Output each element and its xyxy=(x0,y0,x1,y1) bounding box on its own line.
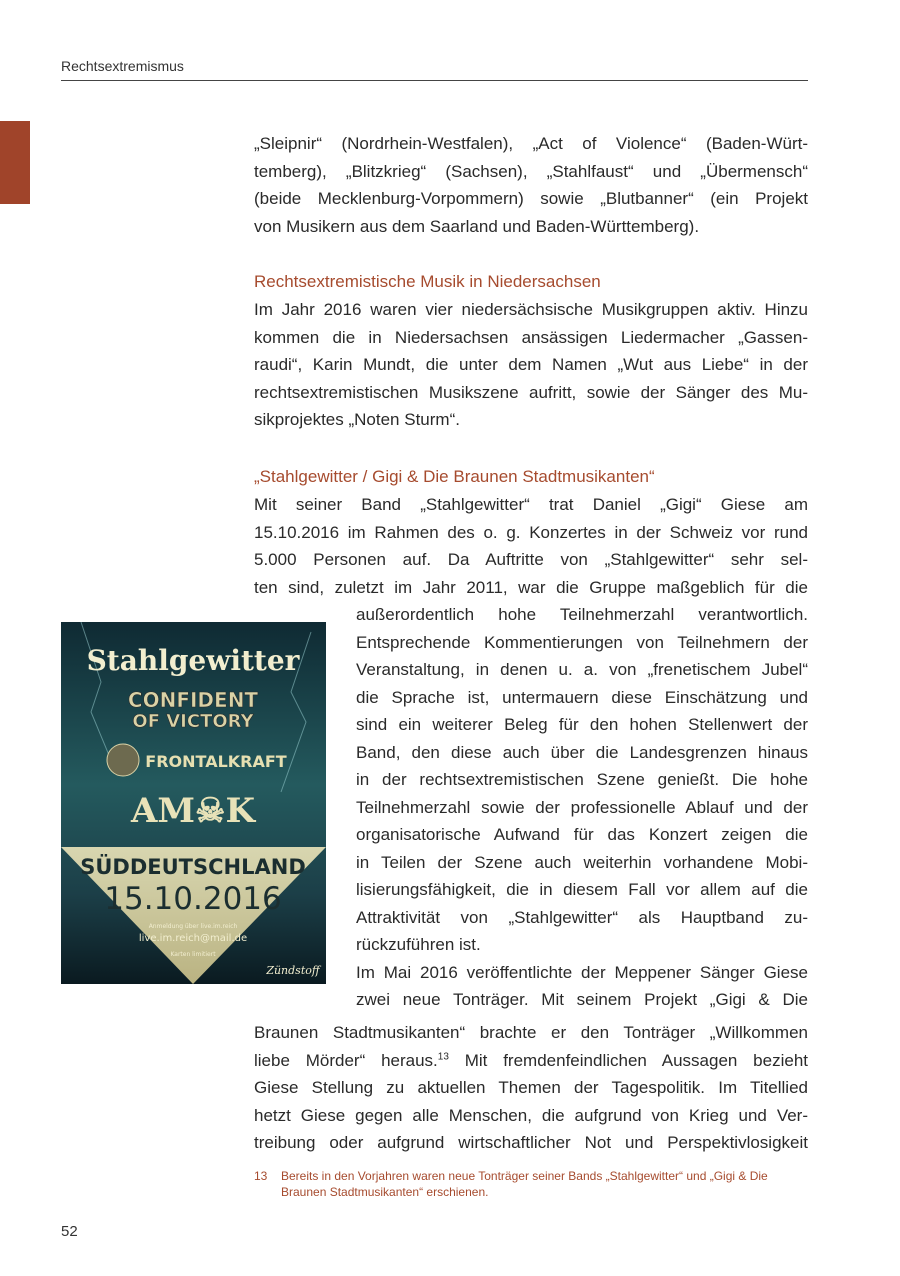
text-line: sind ein weiterer Beleg für den hohen Stellenwert der xyxy=(356,715,808,734)
text-line: raudi“, Karin Mundt, die unter dem Namen „Wut aus Liebe“ in der xyxy=(254,355,808,374)
running-header: Rechtsextremismus xyxy=(61,58,184,74)
section-heading-niedersachsen: Rechtsextremistische Musik in Niedersachsen xyxy=(254,272,601,291)
poster-band-3: FRONTALKRAFT xyxy=(145,752,287,771)
text-line: außerordentlich hohe Teilnehmerzahl verantwortlich. xyxy=(356,605,808,624)
text-line: hetzt Giese gegen alle Menschen, die aufgrund von Krieg und Ver- xyxy=(254,1105,808,1125)
text-line: organisatorische Aufwand für das Konzert zeigen die xyxy=(356,825,808,844)
text-line: Mit seiner Band „Stahlgewitter“ trat Daniel „Gigi“ Giese am xyxy=(254,495,808,514)
poster-small-text: Anmeldung über live.im.reich xyxy=(148,923,238,930)
text-line: liebe Mörder“ heraus.$^{13}$ Mit fremdenfeindlichen Aussagen bezieht xyxy=(254,1050,808,1070)
text-line: kommen die in Niedersachsen ansässigen Liedermacher „Gassen- xyxy=(254,327,808,347)
page-number: 52 xyxy=(61,1223,78,1240)
text-line: „Sleipnir“ (Nordrhein-Westfalen), „Act of Violence“ (Baden-Würt- xyxy=(254,134,808,153)
text-line: Giese Stellung zu aktuellen Themen der Tagespolitik. Im Titellied xyxy=(254,1078,808,1097)
text-line: rückzuführen ist. xyxy=(356,935,481,954)
text-line: temberg), „Blitzkrieg“ (Sachsen), „Stahlfaust“ und „Übermensch“ xyxy=(254,161,808,181)
text-line: Attraktivität von „Stahlgewitter“ als Hauptband zu- xyxy=(356,907,808,927)
text-line: Braunen Stadtmusikanten“ brachte er den Tonträger „Willkommen xyxy=(254,1023,808,1042)
section1-paragraph xyxy=(254,296,808,434)
text-line: lisierungsfähigkeit, die in diesem Fall vor allem auf die xyxy=(356,880,808,899)
text-line: von Musikern aus dem Saarland und Baden-Württemberg). xyxy=(254,216,700,236)
text-line: Entsprechende Kommentierungen von Teilnehmern der xyxy=(356,632,808,652)
footnote-text: Bereits in den Vorjahren waren neue Tonträger seiner Bands „Stahlgewitter“ und „Gigi & Die Braunen Stadtmusikanten“ erschienen. xyxy=(281,1169,768,1199)
text-line: ten sind, zuletzt im Jahr 2011, war die Gruppe maßgeblich für die xyxy=(254,577,808,597)
section2-paragraph-narrow xyxy=(356,601,808,1014)
text-line: in der rechtsextremistischen Szene genießt. Die hohe xyxy=(356,770,808,789)
text-line: treibung oder aufgrund wirtschaftlicher Not und Perspektivlosigkeit xyxy=(254,1133,808,1152)
poster-band-2b: OF VICTORY xyxy=(132,711,254,732)
text-line: die Sprache ist, untermauern diese Einschätzung und xyxy=(356,687,808,707)
poster-band-name: Stahlgewitter xyxy=(86,644,300,677)
poster-date: 15.10.2016 xyxy=(104,881,282,917)
text-line: 15.10.2016 im Rahmen des o. g. Konzertes in der Schweiz vor rund xyxy=(254,522,808,542)
poster-corner-logo: Zündstoff xyxy=(266,964,320,977)
eagle-emblem-icon xyxy=(107,744,139,776)
section2-paragraph-after xyxy=(254,1019,808,1157)
text-line: Veranstaltung, in denen u. a. von „frenetischem Jubel“ xyxy=(356,660,808,679)
text-line: sikprojektes „Noten Sturm“. xyxy=(254,410,460,429)
poster-region: SÜDDEUTSCHLAND xyxy=(80,855,306,879)
header-rule xyxy=(61,80,808,81)
text-line: Im Jahr 2016 waren vier niedersächsische Musikgruppen aktiv. Hinzu xyxy=(254,300,808,319)
footnote-number: 13 xyxy=(254,1169,268,1183)
chapter-side-tab xyxy=(0,121,30,204)
text-line: Teilnehmerzahl sowie der professionelle Ablauf und der xyxy=(356,797,808,817)
text-line: (beide Mecklenburg-Vorpommern) sowie „Blutbanner“ (ein Projekt xyxy=(254,189,808,208)
text-line: zwei neue Tonträger. Mit seinem Projekt „Gigi & Die xyxy=(356,990,808,1009)
poster-small-text: Karten limitiert xyxy=(170,951,216,958)
footnote-reference[interactable]: 13 xyxy=(437,1050,449,1062)
section2-paragraph-wide xyxy=(254,491,808,601)
text-line: rechtsextremistischen Musikszene aufritt, sowie der Sänger des Mu- xyxy=(254,382,808,402)
text-line: in Teilen der Szene auch weiterhin vorhandene Mobi- xyxy=(356,852,808,872)
text-line: Band, den diese auch über die Landesgrenzen hinaus xyxy=(356,742,808,762)
text-line: Im Mai 2016 veröffentlichte der Meppener Sänger Giese xyxy=(356,962,808,982)
poster-band-2a: CONFIDENT xyxy=(127,688,259,712)
section-heading-stahlgewitter: „Stahlgewitter / Gigi & Die Braunen Stadtmusikanten“ xyxy=(254,467,655,486)
text-line: 5.000 Personen auf. Da Auftritte von „Stahlgewitter“ sehr sel- xyxy=(254,550,808,569)
intro-paragraph xyxy=(254,130,808,240)
poster-email: live.im.reich@mail.de xyxy=(138,933,248,944)
poster-band-4: AM☠K xyxy=(130,791,256,831)
concert-poster-image xyxy=(61,622,326,984)
